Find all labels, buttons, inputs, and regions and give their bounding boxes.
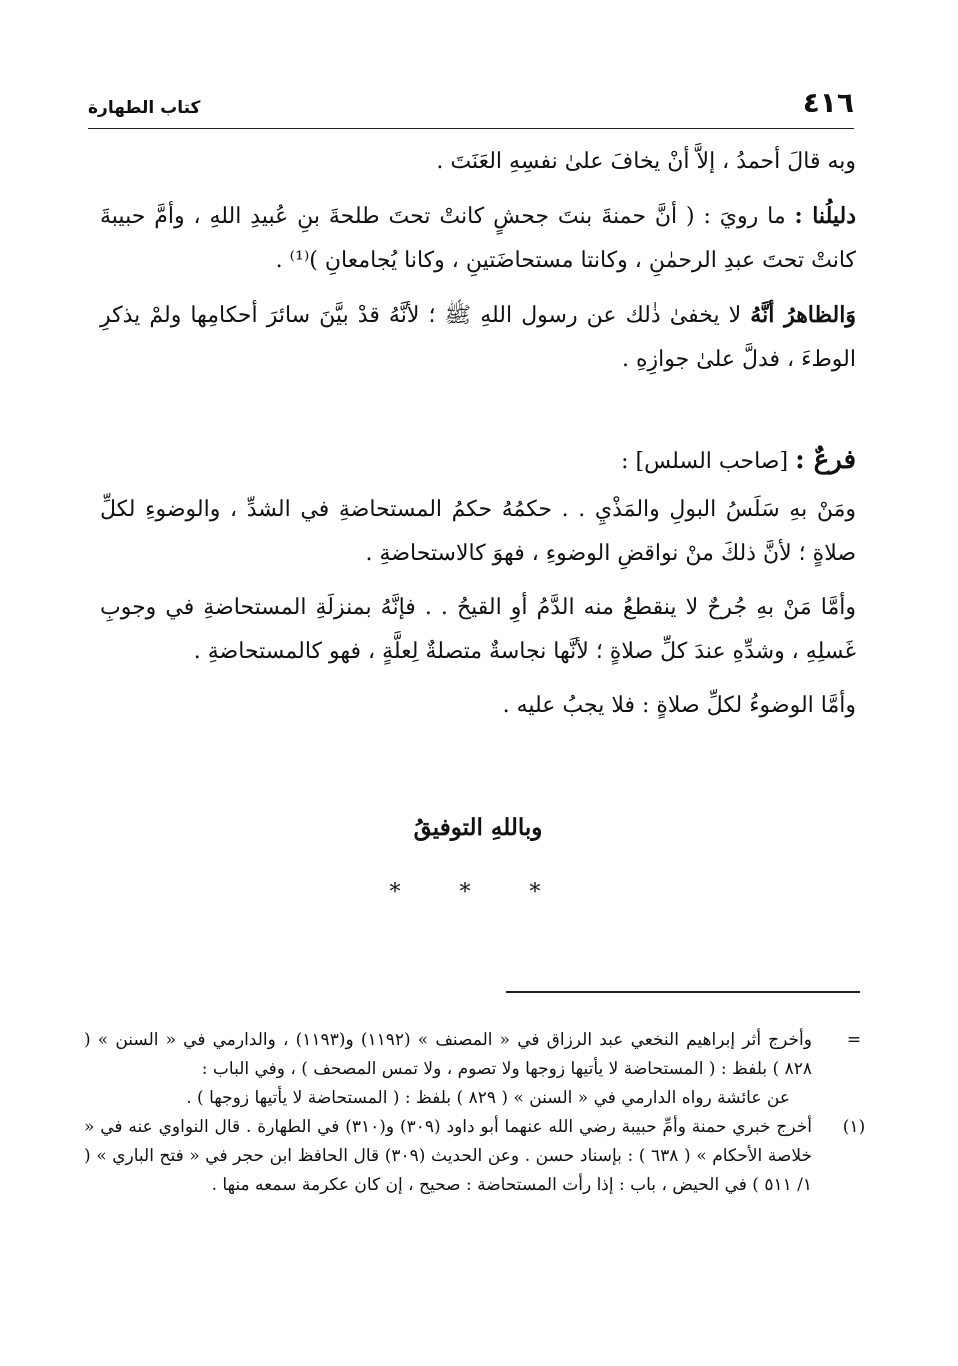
branch-title: فرعٌ : (795, 445, 856, 475)
footnote-continuation-sub: عن عائشة رواه الدارمي في « السنن » ( ٨٢٩ ) بلفظ : ( المستحاضة لا يأتيها زوجها ) . (186, 1088, 790, 1108)
branch-subtitle: [صاحب السلس] : (621, 449, 796, 474)
footnote-1-mark: (١) (842, 1117, 866, 1137)
page-number: ٤١٦ (802, 86, 854, 119)
section-end-stars: * * * (389, 880, 567, 905)
section-spacer (100, 392, 856, 438)
evidence-text: ما رويَ : ( أنَّ حمنةَ بنتَ جحشٍ كانتْ تحتَ طلحةَ بنِ عُبيدِ اللهِ ، وأمَّ حبيبةَ كانتْ تحتَ عبدِ الرحمٰنِ ، وكانتا مستحاضَتينِ ، وكانا يُجامعانِ )⁽¹⁾ . (100, 204, 856, 273)
apparent-lead: وَالظاهرُ أنَّهُ (750, 302, 856, 328)
footnotes (84, 1026, 874, 1200)
paragraph-ahmad: وبه قالَ أحمدُ ، إلاَّ أنْ يخافَ علىٰ نفسِهِ العَنَتَ . (436, 149, 856, 174)
paragraph-apparent (100, 293, 856, 382)
main-text (100, 140, 856, 738)
paragraph-salas: ومَنْ بهِ سَلَسُ البولِ والمَذْيِ . . حكمُهُ حكمُ المستحاضةِ في الشدِّ ، والوضوءِ لكلِّ صلاةٍ ؛ لأنَّ ذلكَ منْ نواقضِ الوضوءِ ، فهوَ كالاستحاضةِ . (100, 497, 856, 566)
footnote-continuation-mark: = (846, 1030, 862, 1050)
paragraph-evidence (100, 194, 856, 283)
footnote-1 (84, 1113, 874, 1200)
closing-phrase: وباللهِ التوفيقُ (413, 814, 543, 841)
evidence-lead: دليلُنا : (794, 203, 856, 229)
apparent-text: لا يخفىٰ ذٰلك عن رسول اللهِ ﷺ ؛ لأنَّهُ قدْ بيَّنَ سائرَ أحكامِها ولمْ يذكرِ الوطءَ ، فدلَّ علىٰ جوازِهِ . (100, 303, 856, 372)
paragraph-wudu: وأمَّا الوضوءُ لكلِّ صلاةٍ : فلا يجبُ عليه . (502, 693, 856, 718)
footnote-continuation (84, 1026, 874, 1113)
footnote-separator (506, 991, 860, 993)
footnote-1-text: أخرج خبري حمنة وأمِّ حبيبة رضي الله عنهما أبو داود (٣٠٩) و(٣١٠) في الطهارة . قال النواوي عنه في « خلاصة الأحكام » ( ٦٣٨ ) : بإسناد حسن . وعن الحديث (٣٠٩) قال الحافظ ابن حجر في « فتح الباري » ( ١/ ٥١١ ) في الحيض ، باب : إذا رأت المستحاضة : صحيح ، إن كان عكرمة سمعه منها . (84, 1117, 813, 1195)
paragraph-wound: وأمَّا مَنْ بهِ جُرحٌ لا ينقطعُ منه الدَّمُ أوِ القيحُ . . فإنَّهُ بمنزلَةِ المستحاضةِ في وجوبِ غَسلِهِ ، وشدِّهِ عندَ كلِّ صلاةٍ ؛ لأنَّها نجاسةٌ متصلةٌ لِعلَّةٍ ، فهو كالمستحاضةِ . (100, 595, 856, 664)
footnote-continuation-text: وأخرج أثر إبراهيم النخعي عبد الرزاق في « المصنف » (١١٩٢) و(١١٩٣) ، والدارمي في « السنن » ( ٨٢٨ ) بلفظ : ( المستحاضة لا يأتيها زوجها ولا تصوم ، ولا تمس المصحف ) ، وفي الباب : (84, 1030, 812, 1079)
book-title: كتاب الطهارة (88, 98, 201, 118)
branch-heading (100, 438, 856, 484)
page-header (88, 82, 854, 129)
